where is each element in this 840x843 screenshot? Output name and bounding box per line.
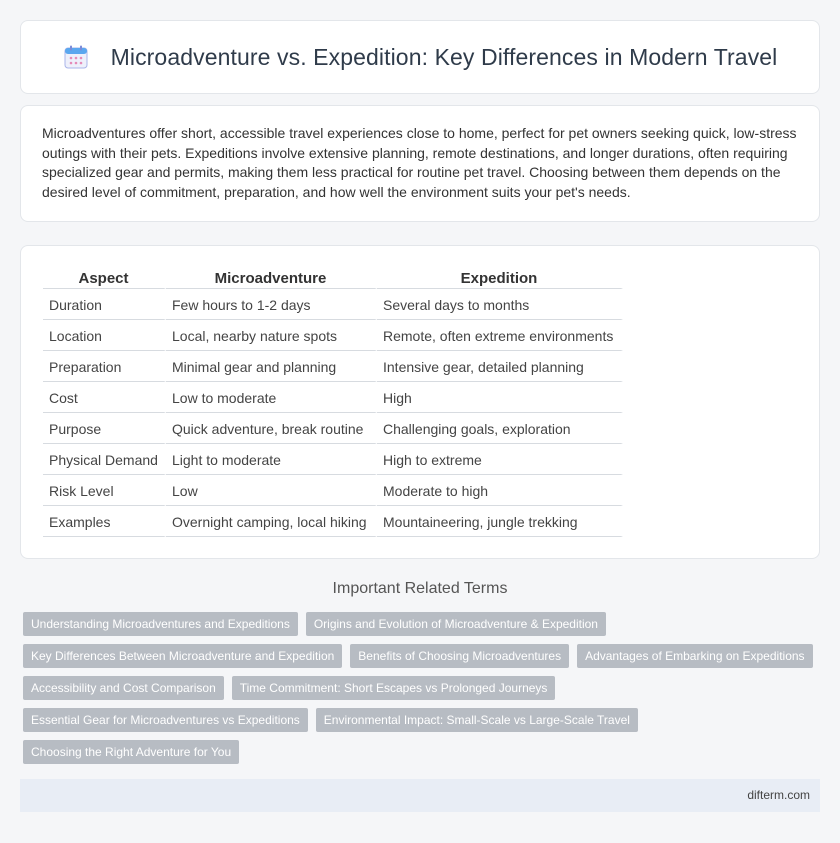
tag-row [23,644,823,668]
intro-text: Microadventures offer short, accessible travel experiences close to home, perfect for pet owners seeking quick, low-stress outings with their pets. Expeditions involve extensive planning, remote destinations, and longer durations, often requiring specialized gear and permits, making them less practical for routine pet travel. Choosing between them depends on the desired level of commitment, preparation, and how well the environment suits your pet's needs. [42,125,797,200]
table-row [43,289,623,320]
table-cell: Physical Demand [43,444,166,475]
comparison-table [43,264,623,537]
table-cell: Intensive gear, detailed planning [377,351,623,382]
table-cell: Minimal gear and planning [166,351,377,382]
related-term-tag[interactable]: Origins and Evolution of Microadventure & Expedition [306,612,606,636]
table-cell: Light to moderate [166,444,377,475]
table-row [43,444,623,475]
related-term-tag[interactable]: Benefits of Choosing Microadventures [350,644,569,668]
table-header-row [43,264,623,289]
table-cell: Location [43,320,166,351]
related-term-tag[interactable]: Time Commitment: Short Escapes vs Prolonged Journeys [232,676,556,700]
tag-row [23,740,823,764]
table-cell: Low to moderate [166,382,377,413]
footer-site-link[interactable]: difterm.com [747,788,810,802]
table-cell: Low [166,475,377,506]
tag-row [23,612,823,636]
column-header-aspect: Aspect [43,264,166,289]
tag-row [23,708,823,732]
table-cell: Overnight camping, local hiking [166,506,377,537]
table-cell: Local, nearby nature spots [166,320,377,351]
table-cell: Purpose [43,413,166,444]
calendar-icon [63,44,89,70]
tag-row [23,676,823,700]
table-cell: Quick adventure, break routine [166,413,377,444]
table-cell: Preparation [43,351,166,382]
related-term-tag[interactable]: Accessibility and Cost Comparison [23,676,224,700]
related-term-tag[interactable]: Key Differences Between Microadventure and Expedition [23,644,342,668]
table-cell: Challenging goals, exploration [377,413,623,444]
footer [20,779,820,812]
related-term-tag[interactable]: Understanding Microadventures and Expeditions [23,612,298,636]
table-cell: Examples [43,506,166,537]
table-row [43,506,623,537]
column-header-microadventure: Microadventure [166,264,377,289]
page-title: Microadventure vs. Expedition: Key Differences in Modern Travel [110,43,778,70]
table-row [43,475,623,506]
table-cell: Risk Level [43,475,166,506]
table-cell: Remote, often extreme environments [377,320,623,351]
intro-section [20,105,820,222]
table-cell: Few hours to 1-2 days [166,289,377,320]
table-row [43,351,623,382]
table-cell: High to extreme [377,444,623,475]
related-terms-title: Important Related Terms [332,580,508,597]
table-row [43,382,623,413]
table-cell: Mountaineering, jungle trekking [377,506,623,537]
related-term-tag[interactable]: Choosing the Right Adventure for You [23,740,239,764]
related-term-tag[interactable]: Environmental Impact: Small-Scale vs Large-Scale Travel [316,708,638,732]
related-terms-list [23,612,823,772]
related-term-tag[interactable]: Advantages of Embarking on Expeditions [577,644,812,668]
column-header-expedition: Expedition [377,264,623,289]
table-cell: Several days to months [377,289,623,320]
comparison-table-card [20,245,820,559]
related-term-tag[interactable]: Essential Gear for Microadventures vs Expeditions [23,708,308,732]
table-cell: Cost [43,382,166,413]
page-header [20,20,820,94]
table-cell: Moderate to high [377,475,623,506]
table-cell: High [377,382,623,413]
table-row [43,320,623,351]
table-cell: Duration [43,289,166,320]
table-row [43,413,623,444]
